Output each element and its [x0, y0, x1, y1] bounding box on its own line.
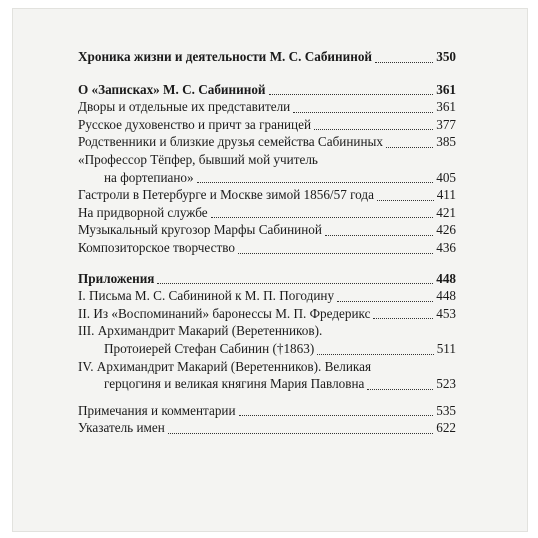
dot-leader — [197, 182, 434, 183]
dot-leader — [157, 283, 433, 284]
toc-entry-title: Русское духовенство и причт за границей — [78, 116, 312, 132]
toc-entry-title: II. Из «Воспоминаний» баронессы М. П. Фредерикс — [78, 305, 371, 321]
dot-leader — [238, 253, 433, 254]
dot-leader — [325, 235, 433, 236]
toc-page-number: 426 — [436, 222, 456, 238]
toc-page-number: 622 — [436, 420, 456, 436]
toc-entry-title-continuation: на фортепиано» — [104, 169, 194, 185]
toc-entry-title: О «Записках» М. С. Сабининой — [78, 81, 266, 97]
toc-page-number: 361 — [436, 99, 456, 115]
toc-entry-title: Хроника жизни и деятельности М. С. Сабининой — [78, 49, 373, 64]
toc-entry — [78, 239, 456, 257]
toc-entry-continuation — [78, 169, 456, 187]
toc-entry — [78, 204, 456, 222]
toc-entry-title: Примечания и комментарии — [78, 402, 236, 418]
toc-page-number: 453 — [436, 305, 456, 321]
toc-heading-appendix — [78, 270, 456, 288]
toc-entry-title: III. Архимандрит Макарий (Веретенников). — [78, 323, 323, 339]
toc-entry-title: I. Письма М. С. Сабининой к М. П. Погодину — [78, 288, 335, 304]
toc-entry-title: Родственники и близкие друзья семейства Сабининых — [78, 134, 383, 150]
dot-leader — [367, 389, 433, 390]
toc-entry-title: Приложения — [78, 270, 155, 286]
toc-heading-notes — [78, 81, 456, 99]
dot-leader — [168, 433, 433, 434]
toc-entry-title: Гастроли в Петербурге и Москве зимой 1856/57 года — [78, 187, 374, 203]
toc-entry-title: IV. Архимандрит Макарий (Веретенников). Великая — [78, 358, 372, 374]
toc-entry-continuation — [78, 340, 456, 358]
toc-page-number: 405 — [436, 169, 456, 185]
toc-entry-first-line — [78, 151, 456, 169]
toc-entry — [78, 186, 456, 204]
toc-entry-chronicle — [78, 48, 456, 66]
toc-page-number: 436 — [436, 239, 456, 255]
dot-leader — [211, 217, 434, 218]
dot-leader — [239, 415, 434, 416]
toc-entry — [78, 98, 456, 116]
table-of-contents — [78, 48, 456, 437]
toc-entry-first-line — [78, 358, 456, 376]
toc-entry-title: Композиторское творчество — [78, 239, 235, 255]
toc-entry — [78, 116, 456, 134]
toc-page-number: 350 — [436, 49, 456, 64]
toc-entry-title: «Профессор Тёпфер, бывший мой учитель — [78, 151, 318, 167]
toc-entry-continuation — [78, 375, 456, 393]
toc-entry — [78, 402, 456, 420]
dot-leader — [317, 354, 433, 355]
toc-entry-first-line — [78, 322, 456, 340]
dot-leader — [337, 301, 433, 302]
toc-entry — [78, 221, 456, 239]
toc-page-number: 448 — [436, 288, 456, 304]
dot-leader — [375, 62, 433, 63]
toc-page-number: 411 — [436, 187, 456, 203]
toc-entry-title: Музыкальный кругозор Марфы Сабининой — [78, 222, 322, 238]
toc-entry-title-continuation: герцогиня и великая княгиня Мария Павловна — [104, 376, 365, 392]
book-page — [12, 8, 528, 532]
toc-page-number: 535 — [436, 402, 456, 418]
toc-page-number: 523 — [436, 376, 456, 392]
toc-entry — [78, 305, 456, 323]
toc-page-number: 511 — [436, 340, 456, 356]
dot-leader — [269, 94, 434, 95]
toc-entry — [78, 287, 456, 305]
toc-page-number: 448 — [436, 270, 456, 286]
toc-page-number: 361 — [436, 81, 456, 97]
toc-page-number: 377 — [436, 116, 456, 132]
toc-entry-title-continuation: Протоиерей Стефан Сабинин (†1863) — [104, 340, 315, 356]
toc-entry-title: Указатель имен — [78, 420, 165, 436]
dot-leader — [293, 112, 433, 113]
dot-leader — [386, 147, 433, 148]
toc-entry-title: На придворной службе — [78, 204, 208, 220]
toc-page-number: 385 — [436, 134, 456, 150]
toc-page-number: 421 — [436, 204, 456, 220]
toc-entry — [78, 419, 456, 437]
dot-leader — [373, 318, 433, 319]
toc-entry-title: Дворы и отдельные их представители — [78, 99, 291, 115]
toc-entry — [78, 133, 456, 151]
dot-leader — [314, 129, 433, 130]
dot-leader — [377, 200, 434, 201]
